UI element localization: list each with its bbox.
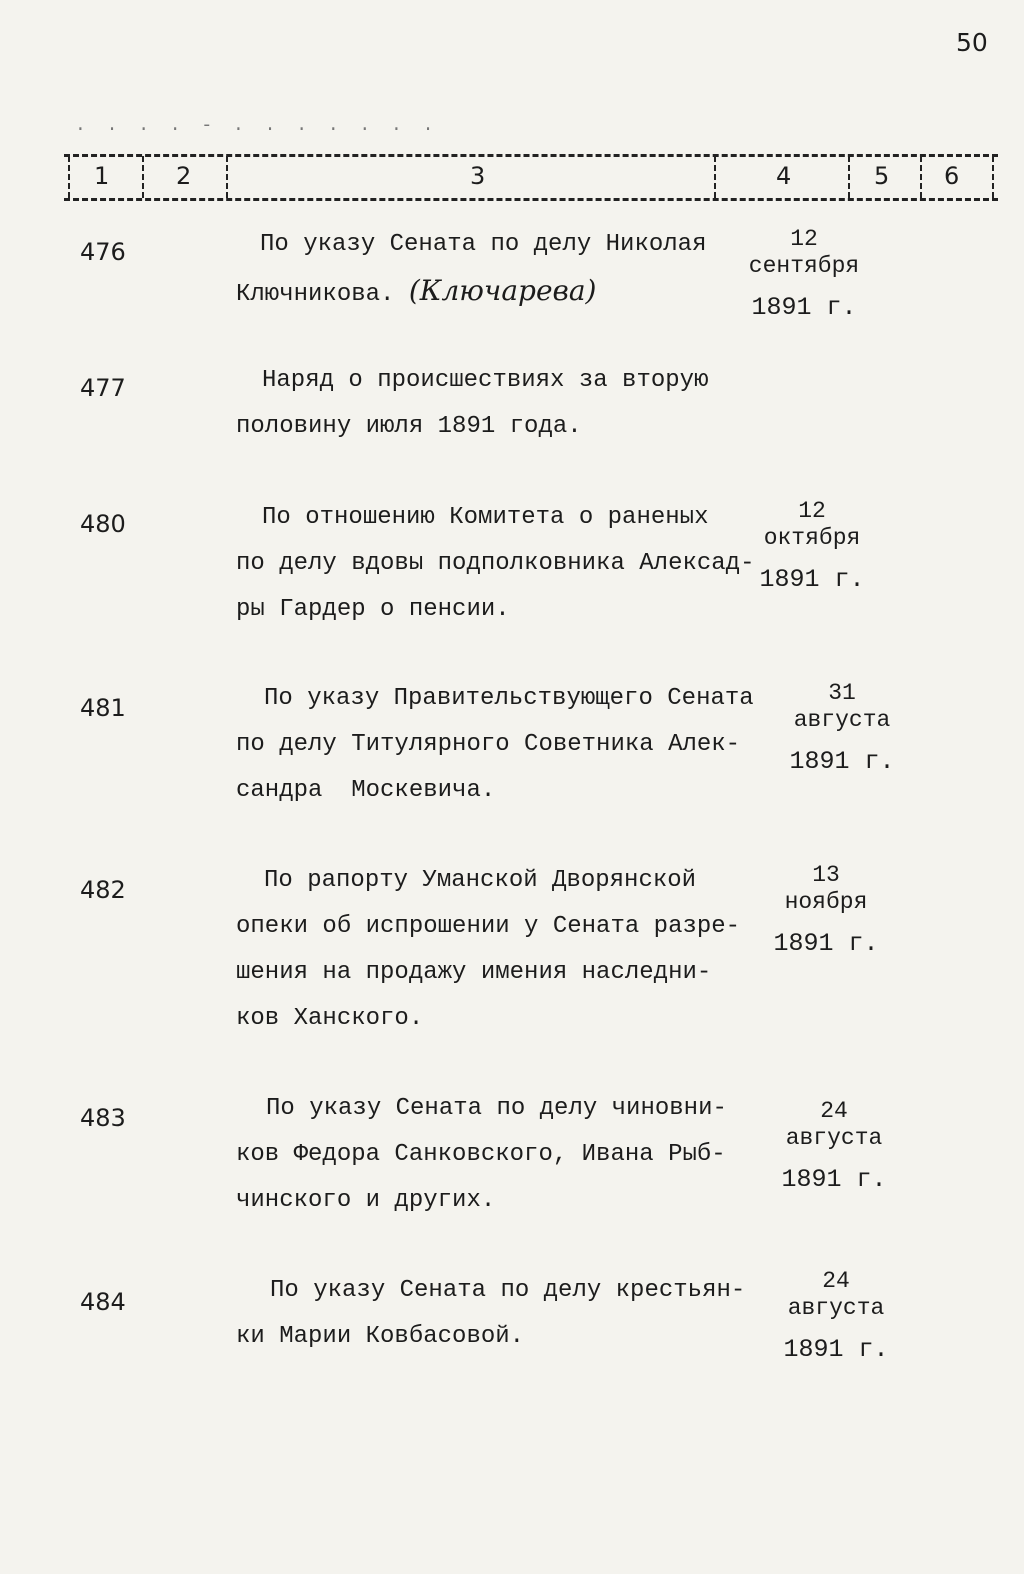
date-day: 24 — [822, 1268, 850, 1294]
column-header-4: 4 — [776, 162, 792, 190]
column-separator — [920, 156, 922, 198]
entry-description — [236, 495, 756, 633]
entry-description — [236, 222, 756, 318]
text-line: По указу Сената по делу Николая — [260, 231, 707, 258]
column-separator — [142, 156, 144, 198]
header-bottom-rule — [64, 198, 998, 201]
text-line: по делу вдовы подполковника Алексад- — [236, 550, 755, 577]
page-number: 50 — [956, 28, 988, 57]
date-year: 1891 г. — [783, 1335, 889, 1364]
date-day: 12 — [798, 498, 826, 524]
date-month: августа — [793, 707, 891, 733]
column-header-1: 1 — [94, 162, 110, 190]
entry-number: 484 — [80, 1288, 126, 1316]
text-line: ков Федора Санковского, Ивана Рыб- — [236, 1141, 726, 1168]
text-line: ков Ханского. — [236, 1005, 424, 1032]
date-month: ноября — [784, 889, 868, 915]
entry-number: 483 — [80, 1104, 126, 1132]
entry-date — [736, 862, 916, 957]
text-line: шения на продажу имения наследни- — [236, 959, 712, 986]
column-header-5: 5 — [874, 162, 890, 190]
entry-date — [714, 226, 894, 321]
text-line: чинского и других. — [236, 1187, 496, 1214]
entry-date — [722, 498, 902, 593]
text-line: опеки об испрошении у Сената разре- — [236, 913, 741, 940]
column-header-2: 2 — [176, 162, 192, 190]
text-line: По отношению Комитета о раненых — [262, 504, 709, 531]
column-separator — [848, 156, 850, 198]
text-line: Наряд о происшествиях за вторую — [262, 367, 709, 394]
date-year: 1891 г. — [773, 929, 879, 958]
date-month: сентября — [748, 253, 860, 279]
column-separator — [226, 156, 228, 198]
column-header-3: 3 — [470, 162, 486, 190]
entry-number: 482 — [80, 876, 126, 904]
entry-description — [236, 858, 756, 1042]
date-year: 1891 г. — [789, 747, 895, 776]
text-line: сандра Москевича. — [236, 777, 496, 804]
date-year: 1891 г. — [751, 293, 857, 322]
date-month: августа — [785, 1125, 883, 1151]
entry-date — [746, 1268, 926, 1363]
decorative-dots: . . . . - . . . . . . . — [75, 116, 439, 136]
table-header — [64, 154, 998, 202]
entry-description — [236, 676, 756, 814]
text-line: По указу Сената по делу крестьян- — [270, 1277, 746, 1304]
date-day: 12 — [790, 226, 818, 252]
text-line: ры Гардер о пенсии. — [236, 596, 510, 623]
entry-description — [236, 1268, 756, 1360]
text-line: половину июля 1891 года. — [236, 413, 582, 440]
date-day: 24 — [820, 1098, 848, 1124]
entry-description — [236, 1086, 756, 1224]
handwritten-note: (Ключарева) — [408, 274, 597, 307]
entry-number: 481 — [80, 694, 126, 722]
text-line: по делу Титулярного Советника Алек- — [236, 731, 741, 758]
date-year: 1891 г. — [781, 1165, 887, 1194]
column-separator — [714, 156, 716, 198]
header-top-rule — [64, 154, 998, 157]
date-day: 13 — [812, 862, 840, 888]
text-line: По рапорту Уманской Дворянской — [264, 867, 697, 894]
entry-date — [752, 680, 932, 775]
column-separator — [68, 156, 70, 198]
entry-number: 476 — [80, 238, 126, 266]
entry-description — [236, 358, 756, 450]
column-separator — [992, 156, 994, 198]
text-line: По указу Сената по делу чиновни- — [266, 1095, 727, 1122]
text-line: По указу Правительствующего Сената — [264, 685, 754, 712]
column-header-6: 6 — [944, 162, 960, 190]
entry-number: 477 — [80, 374, 126, 402]
date-year: 1891 г. — [759, 565, 865, 594]
text-line: ки Марии Ковбасовой. — [236, 1323, 525, 1350]
date-month: октября — [763, 525, 861, 551]
date-month: августа — [787, 1295, 885, 1321]
entry-date — [744, 1098, 924, 1193]
date-day: 31 — [828, 680, 856, 706]
entry-number: 480 — [80, 510, 126, 538]
text-line: Ключникова. — [236, 281, 395, 308]
